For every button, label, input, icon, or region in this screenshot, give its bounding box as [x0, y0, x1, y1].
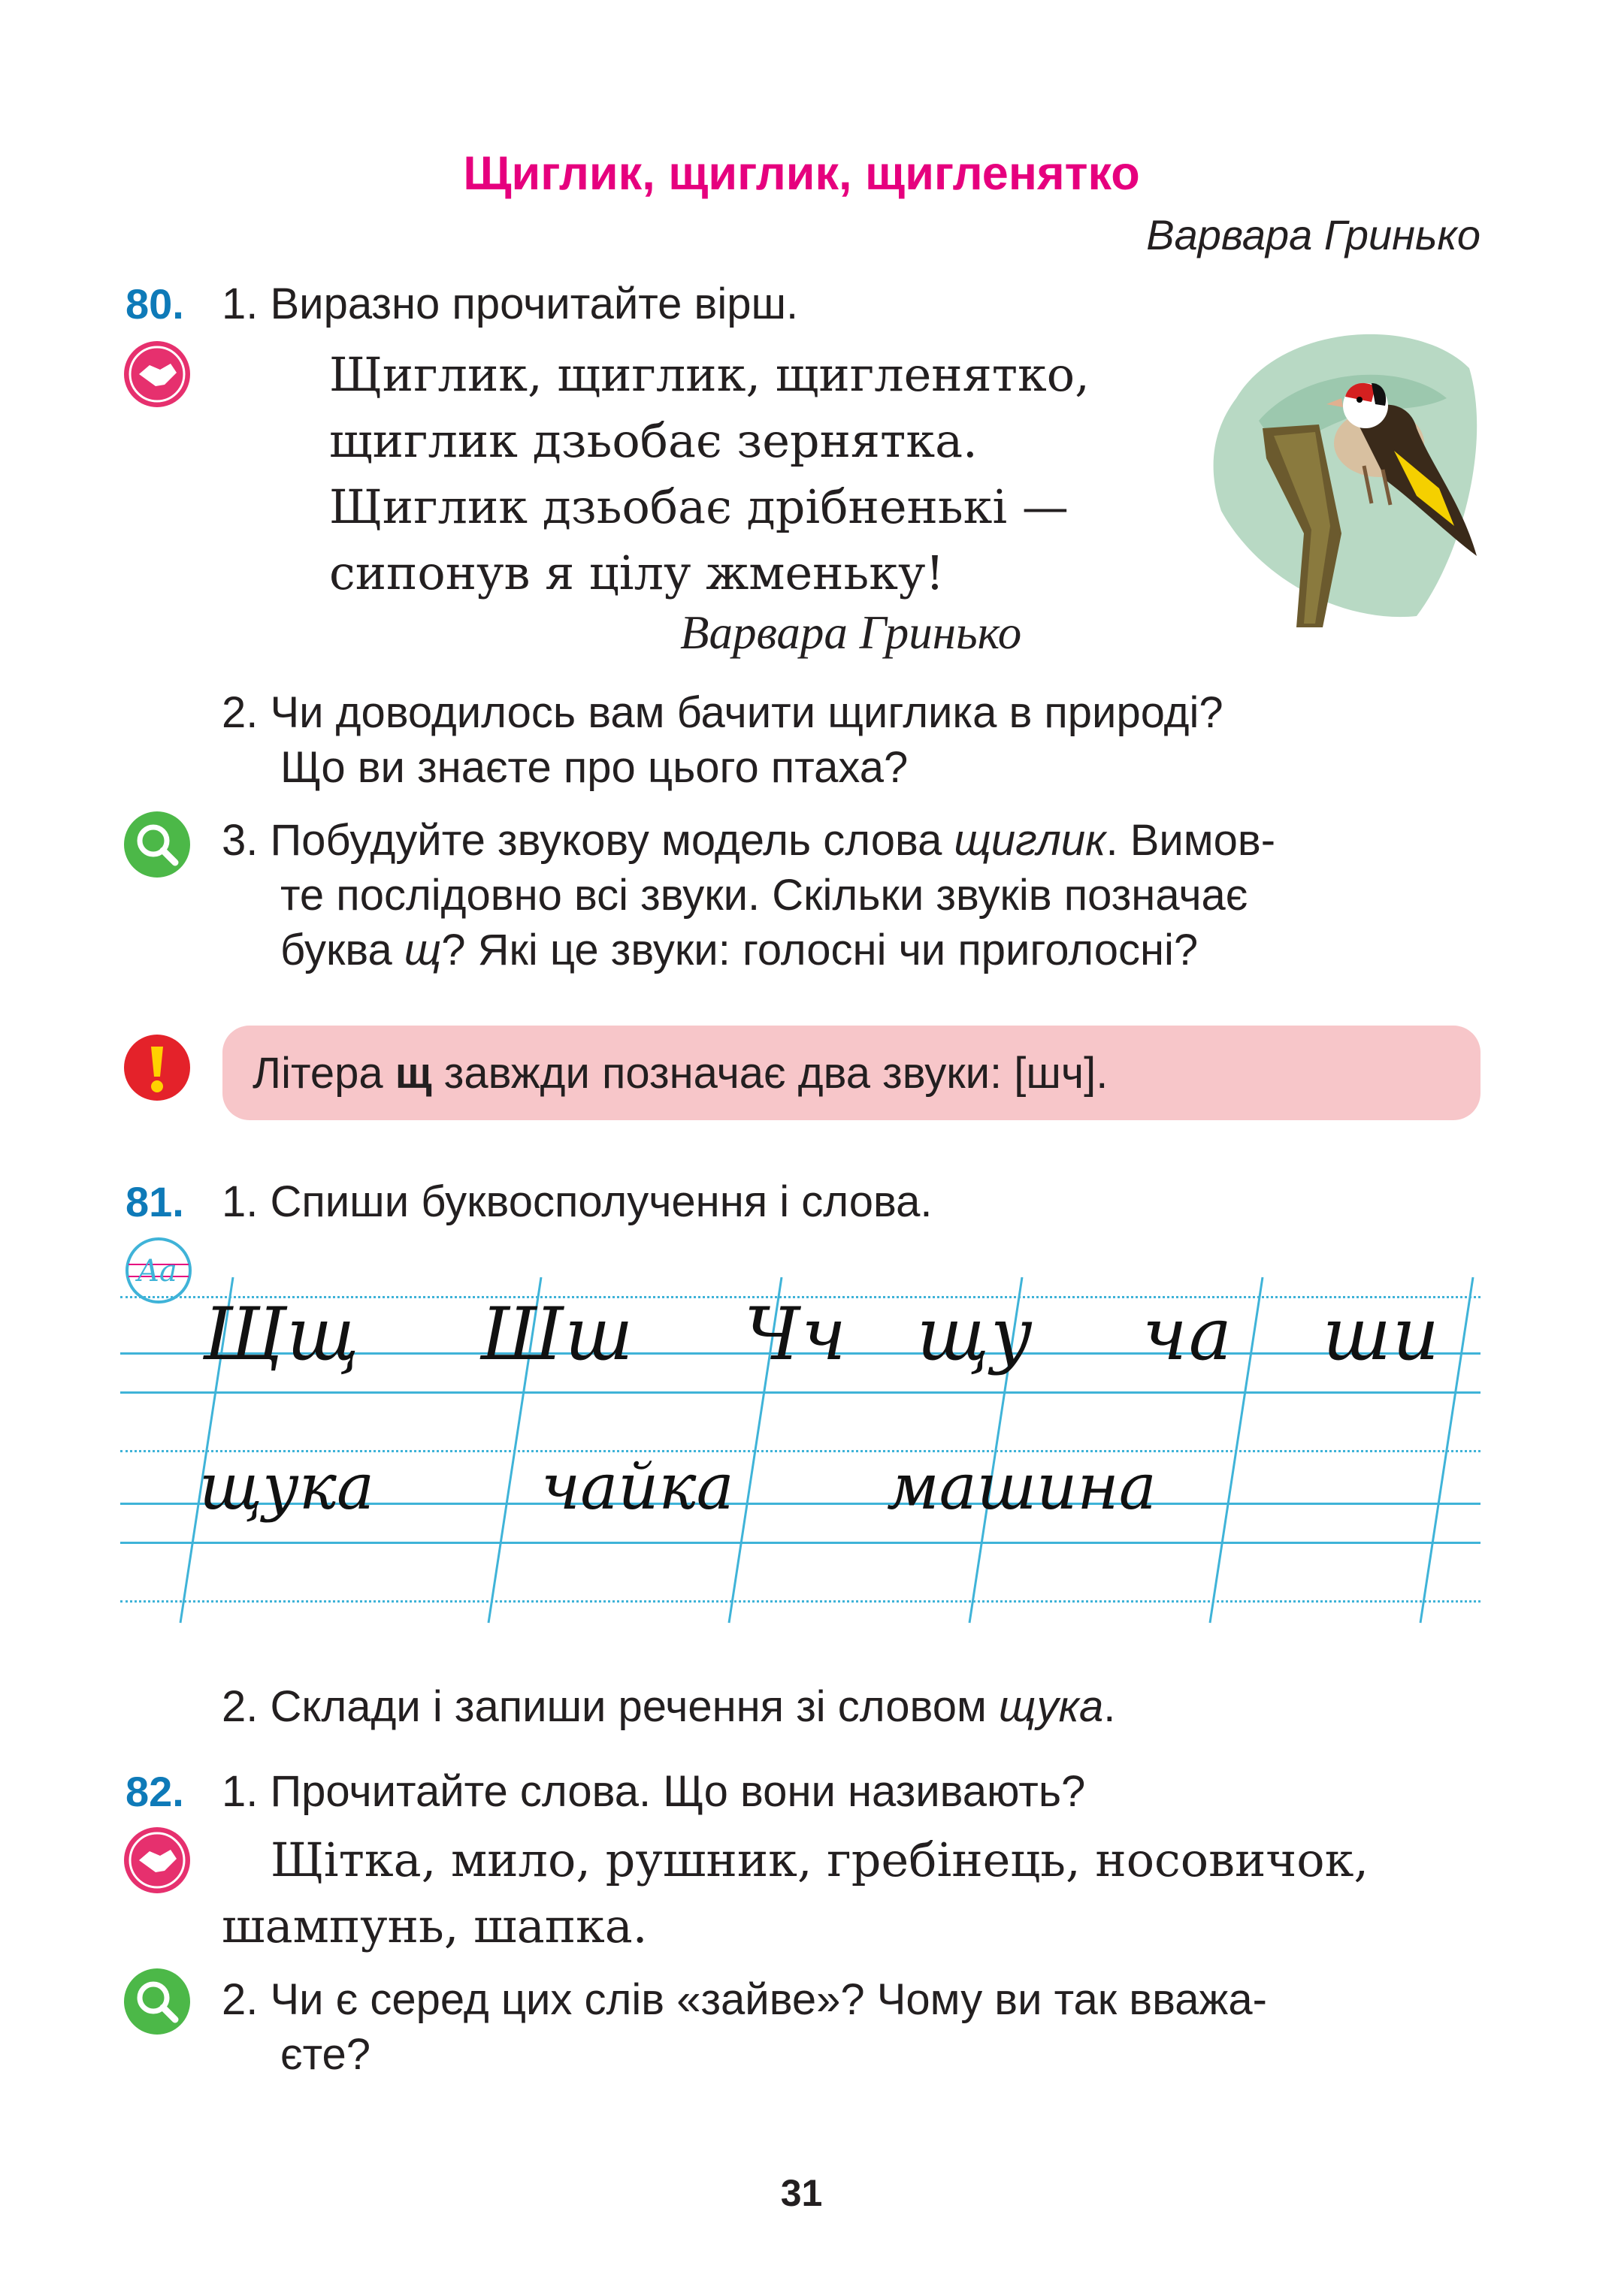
ex81-task2	[222, 1679, 1115, 1734]
notice-suffix: завжди позначає два звуки: [шч].	[431, 1049, 1108, 1098]
exercise-number-82: 82.	[126, 1768, 184, 1815]
poem-line: Щиглик дзьобає дрібненькі —	[329, 479, 1069, 534]
ex80-task3-text: ? Які це звуки: голосні чи приголосні?	[441, 926, 1199, 974]
script-sample: Щщ	[203, 1292, 361, 1376]
script-sample: ча	[1142, 1292, 1233, 1376]
ex80-task3-text: буква	[280, 926, 404, 974]
poem-line: сипонув я цілу жменьку!	[329, 545, 945, 600]
ex82-task1: 1. Прочитайте слова. Що вони називають?	[222, 1767, 1086, 1816]
ex82-task2-line2: єте?	[280, 2030, 371, 2079]
ex80-task2-line2: Що ви знаєте про цього птаха?	[280, 743, 909, 792]
ex81-task2-text: .	[1103, 1682, 1116, 1731]
ex82-task2-line1: 2. Чи є серед цих слів «зайве»? Чому ви так вважа-	[222, 1975, 1267, 2024]
ex80-task3-text: 3. Побудуйте звукову модель слова	[222, 816, 954, 865]
exercise-number-80: 80.	[126, 280, 184, 328]
script-word: машина	[887, 1450, 1157, 1524]
script-word: щука	[199, 1450, 375, 1524]
exclamation-icon	[122, 1033, 192, 1102]
title-author: Варвара Гринько	[1146, 211, 1481, 258]
ex80-task1: 1. Виразно прочитайте вірш.	[222, 279, 799, 328]
ex81-task1: 1. Спиши буквосполучення і слова.	[222, 1177, 933, 1226]
page-title: Щиглик, щиглик, щигленятко	[463, 147, 1140, 200]
ex81-task2-word: щука	[998, 1682, 1104, 1731]
script-sample: ши	[1323, 1292, 1441, 1376]
script-sample: щу	[917, 1292, 1034, 1376]
reading-handshake-icon	[122, 1826, 192, 1895]
notice-prefix: Літера	[253, 1049, 395, 1098]
notice-letter: щ	[395, 1049, 432, 1098]
svg-text:Aa: Aa	[138, 1254, 177, 1288]
ex80-task3-line1	[222, 813, 1275, 868]
ex82-words-line1: Щітка, мило, рушник, гребінець, носовичок,	[271, 1832, 1369, 1887]
poem-line: щиглик дзьобає зернятка.	[329, 413, 978, 468]
poem	[329, 342, 1090, 606]
magnifier-icon	[122, 1967, 192, 2036]
script-sample: Шш	[481, 1292, 635, 1376]
script-word: чайка	[541, 1450, 734, 1524]
ex80-task3-word: щиглик	[954, 816, 1106, 865]
page-number: 31	[780, 2172, 823, 2214]
ex80-task3-text: . Вимов-	[1105, 816, 1276, 865]
ex80-task3-line2: те послідовно всі звуки. Скільки звуків позначає	[280, 871, 1248, 920]
script-sample: Чч	[744, 1292, 848, 1376]
rule-notice-text	[253, 1046, 1108, 1101]
poem-line: Щиглик, щиглик, щигленятко,	[329, 347, 1090, 402]
magnifier-icon	[122, 810, 192, 879]
ex80-task3-letter: щ	[404, 926, 442, 974]
exercise-number-81: 81.	[126, 1178, 184, 1225]
ex81-task2-text: 2. Склади і запиши речення зі словом	[222, 1682, 999, 1731]
ex82-words-line2: шампунь, шапка.	[222, 1899, 648, 1953]
ex80-task3-line3	[280, 923, 1198, 977]
poem-author: Варвара Гринько	[680, 606, 1022, 659]
goldfinch-illustration	[1191, 308, 1492, 646]
ex80-task2-line1: 2. Чи доводилось вам бачити щиглика в природі?	[222, 688, 1223, 737]
reading-handshake-icon	[122, 340, 192, 409]
